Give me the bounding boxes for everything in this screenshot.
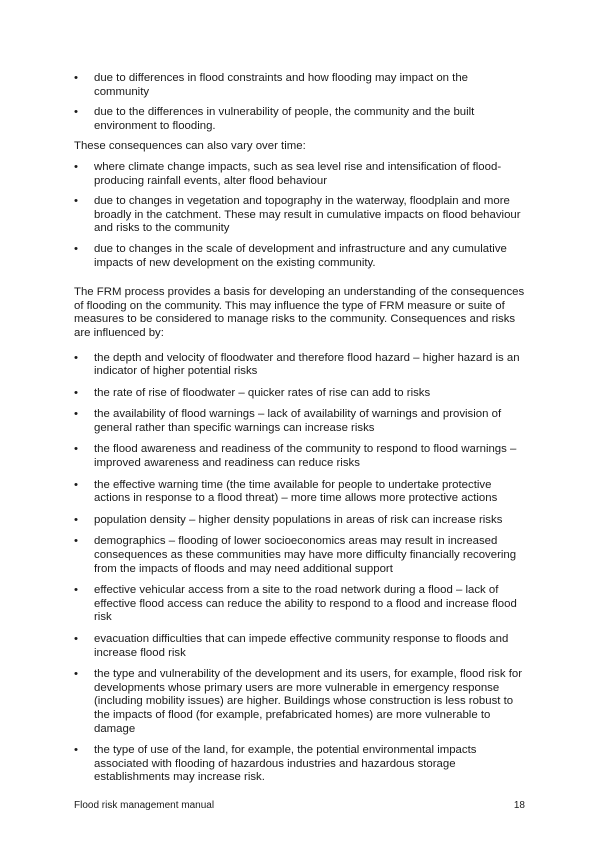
list-item-text: due to changes in the scale of development and infrastructure and any cumulative impacts of new development on the existing community. — [94, 242, 507, 269]
document-body — [74, 72, 526, 793]
list-item-text: demographics – flooding of lower socioeconomics areas may result in increased consequences as these communities may have more difficulty financially recovering from the impacts of floods and may need additional support — [94, 535, 517, 575]
list-item — [74, 106, 526, 133]
list-item-text: the type of use of the land, for example, the potential environmental impacts associated with flooding of hazardous industries and hazardous storage establishments may increase risk. — [94, 744, 477, 784]
list-item-text: due to changes in vegetation and topography in the waterway, floodplain and more broadly in the catchment. These may result in cumulative impacts on flood behaviour and risks to the community — [94, 195, 521, 235]
list-item — [74, 243, 526, 270]
list-item-text: evacuation difficulties that can impede effective community response to floods and increase flood risk — [94, 633, 509, 659]
list-item — [74, 744, 526, 785]
list-item — [74, 584, 526, 625]
list-item — [74, 387, 526, 401]
list-item — [74, 514, 526, 528]
bullet-list-time — [74, 161, 526, 270]
bullet-icon: • — [74, 478, 78, 491]
bullet-icon: • — [74, 351, 78, 364]
list-item — [74, 535, 526, 576]
list-item-text: due to differences in flood constraints and how flooding may impact on the community — [94, 72, 469, 98]
bullet-icon: • — [74, 408, 78, 421]
bullet-icon: • — [74, 160, 78, 173]
list-item — [74, 443, 526, 470]
bullet-icon: • — [74, 242, 78, 255]
list-item-text: due to the differences in vulnerability of people, the community and the built environment to flooding. — [94, 106, 475, 132]
list-item — [74, 408, 526, 435]
bullet-icon: • — [74, 72, 78, 84]
list-item — [74, 195, 526, 236]
bullet-icon: • — [74, 633, 78, 645]
list-item-text: effective vehicular access from a site to the road network during a flood – lack of effective flood access can reduce the ability to respond to a flood and increase flood risk — [94, 584, 517, 624]
list-item-text: the depth and velocity of floodwater and therefore flood hazard – higher hazard is an indicator of higher potential risks — [94, 351, 520, 378]
bullet-icon: • — [74, 584, 78, 597]
list-item-text: where climate change impacts, such as sea level rise and intensification of flood-producing rainfall events, alter flood behaviour — [94, 160, 502, 187]
bullet-icon: • — [74, 443, 78, 456]
list-item-text: the type and vulnerability of the development and its users, for example, flood risk for developments whose primary users are more vulnerable in emergency response (including mobility issues) are higher. Buildings whose construction is less robust to the impacts of flood (for example, prefabricated homes) are more vulnerable to damage — [94, 668, 523, 735]
bullet-icon: • — [74, 195, 78, 208]
list-item — [74, 668, 526, 736]
bullet-list-factors — [74, 352, 526, 785]
page-number: 18 — [513, 800, 525, 811]
list-item — [74, 72, 526, 99]
bullet-icon: • — [74, 386, 78, 399]
paragraph-frm-process: The FRM process provides a basis for developing an understanding of the consequences of flooding on the community. This may influence the type of FRM measure or suite of measures to be considered to manage risks to the community. Consequences and risks are influenced by: — [74, 286, 525, 339]
list-item — [74, 352, 526, 379]
bullet-icon: • — [74, 513, 78, 526]
bullet-icon: • — [74, 668, 78, 681]
list-item — [74, 479, 526, 506]
paragraph-consequences-over-time: These consequences can also vary over time: — [74, 140, 306, 153]
footer-document-title: Flood risk management manual — [74, 800, 215, 811]
bullet-icon: • — [74, 744, 78, 757]
list-item-text: the availability of flood warnings – lack of availability of warnings and provision of general rather than specific warnings can increase risks — [94, 408, 502, 434]
list-item-text: population density – higher density populations in areas of risk can increase risks — [94, 513, 503, 526]
list-item — [74, 161, 526, 188]
list-item-text: the flood awareness and readiness of the community to respond to flood warnings – improved awareness and readiness can reduce risks — [94, 443, 517, 470]
list-item-text: the rate of rise of floodwater – quicker rates of rise can add to risks — [94, 386, 431, 399]
list-item-text: the effective warning time (the time available for people to undertake protective actions in response to a flood threat) – more time allows more protective actions — [94, 478, 498, 505]
page-footer — [74, 800, 525, 811]
bullet-icon: • — [74, 106, 78, 119]
bullet-icon: • — [74, 535, 78, 548]
bullet-list-top — [74, 72, 526, 133]
list-item — [74, 633, 526, 660]
